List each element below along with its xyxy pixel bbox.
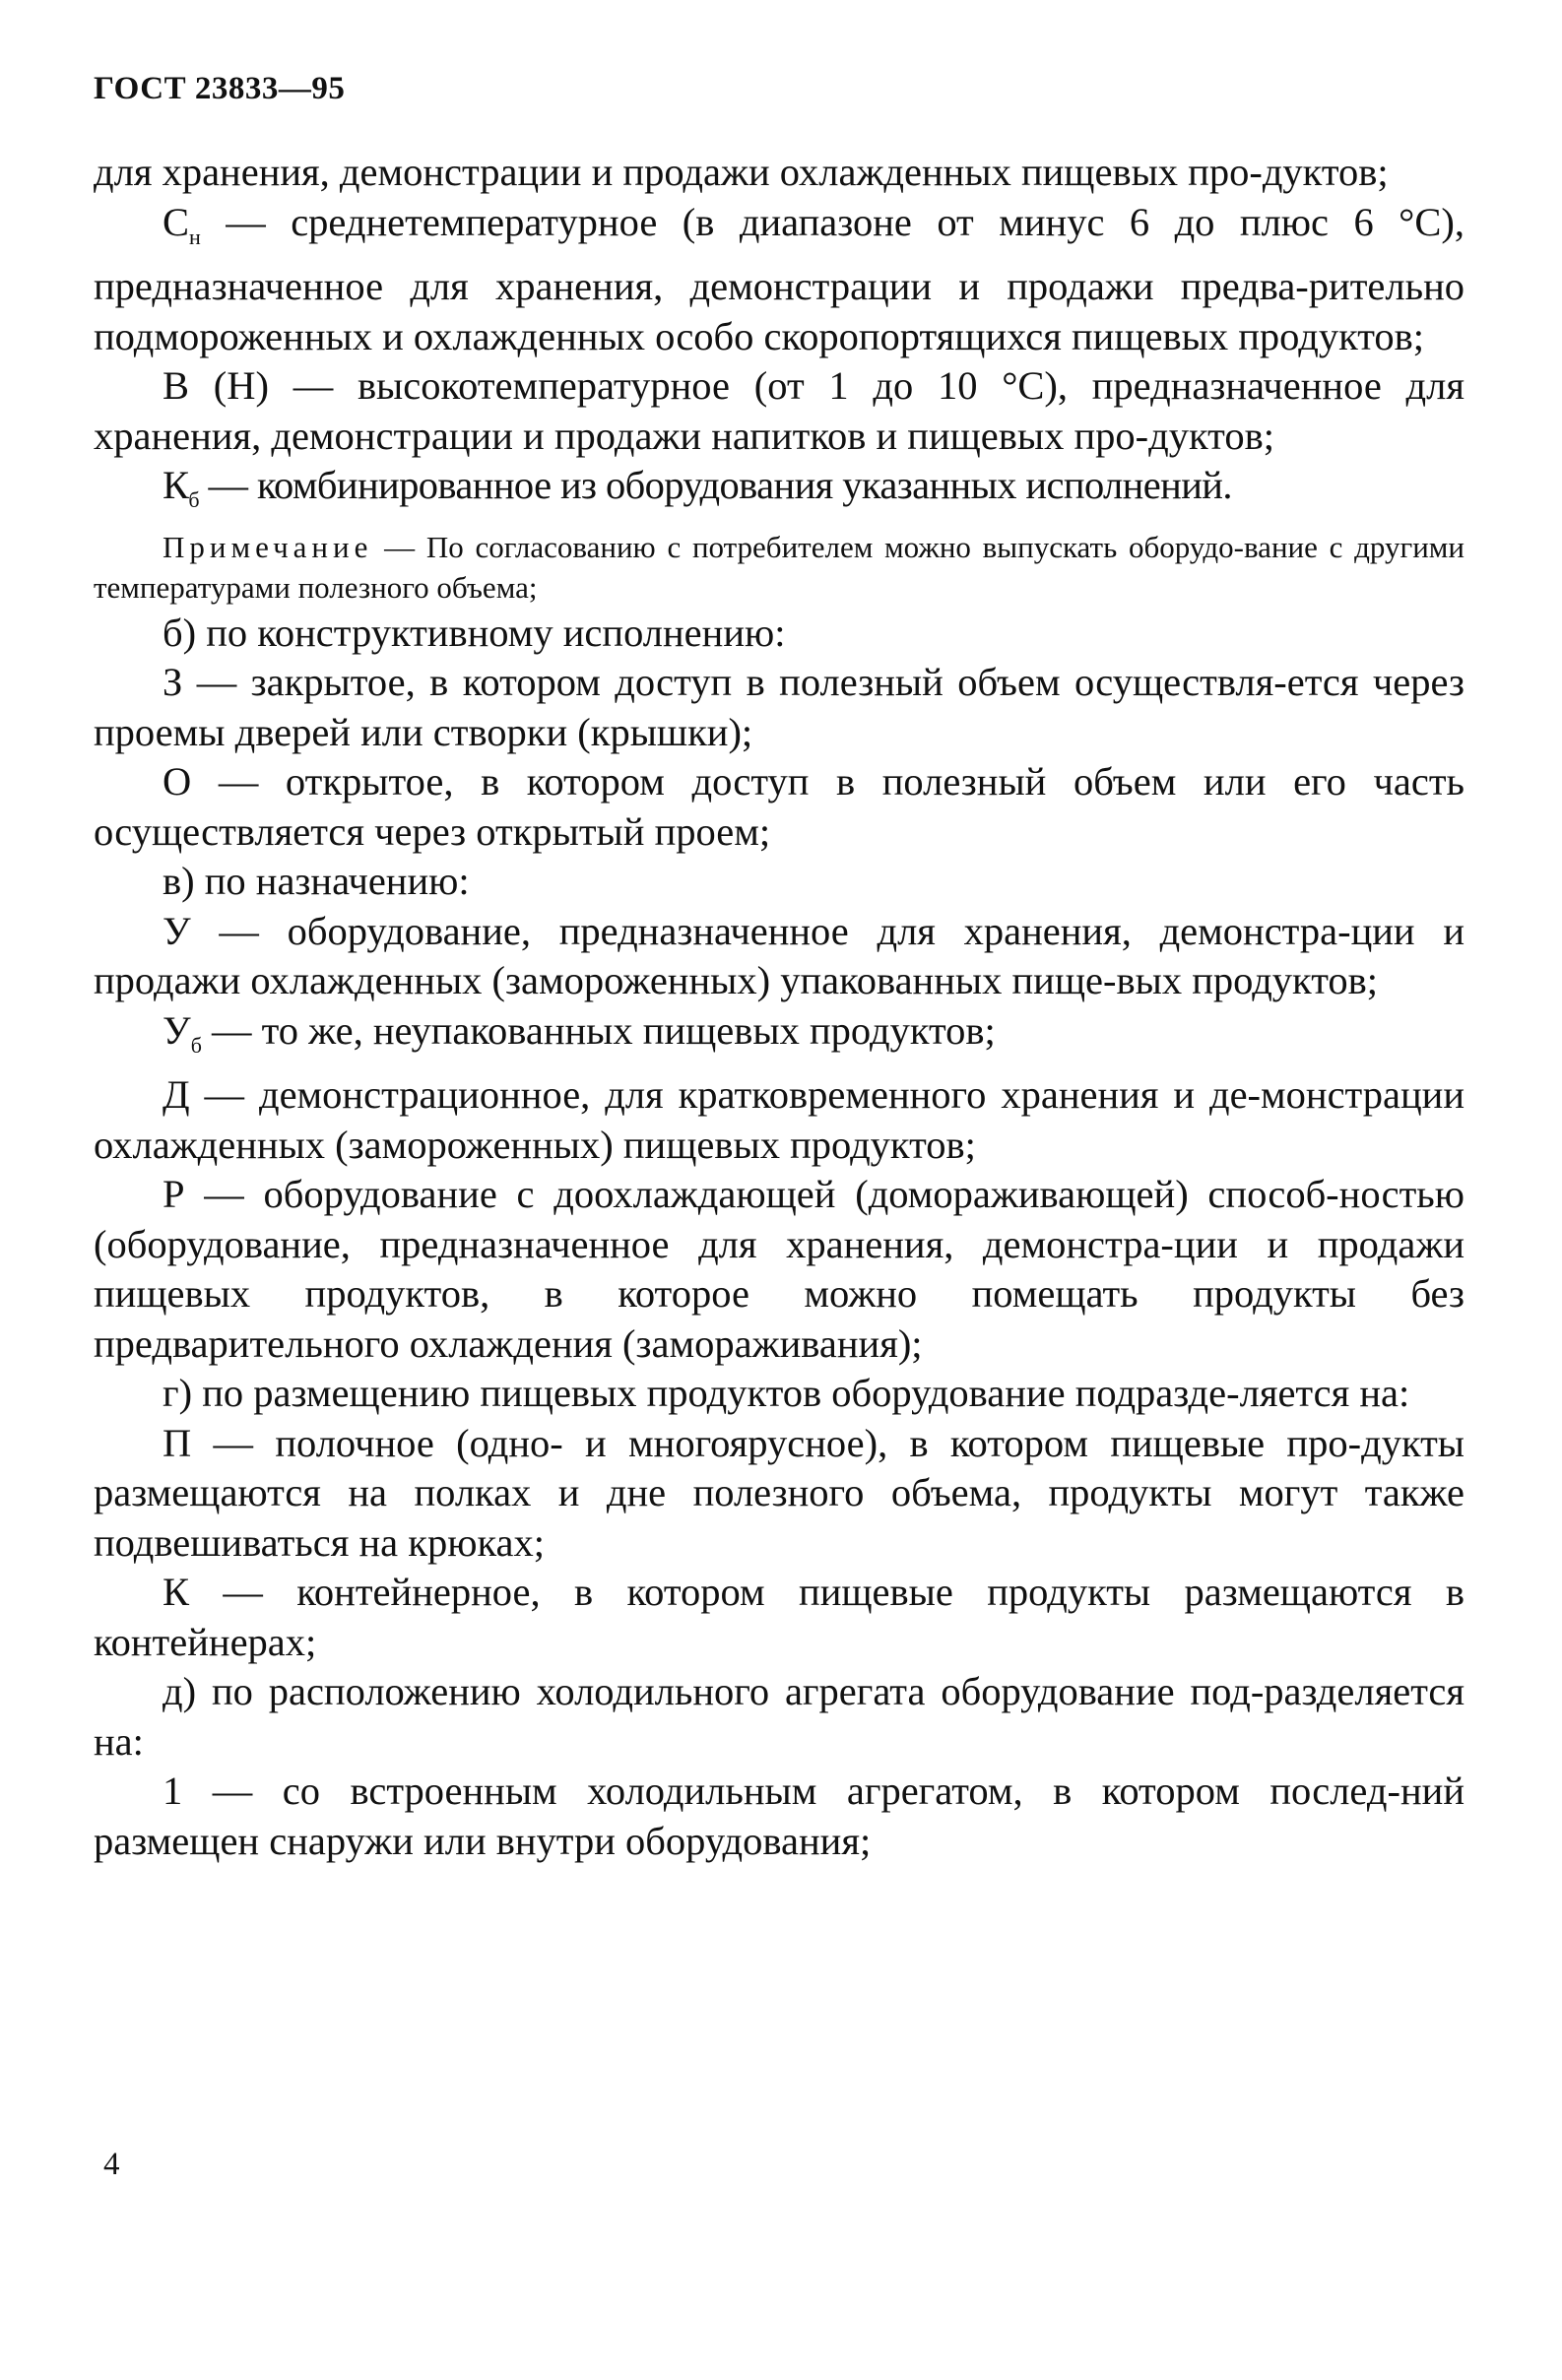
paragraph	[94, 461, 1464, 526]
paragraph: г) по размещению пищевых продуктов оборудование подразде-ляется на:	[163, 1371, 1410, 1416]
class-subscript: б	[190, 1032, 202, 1058]
paragraph: для хранения, демонстрации и продажи охлажденных пищевых про-дуктов;	[94, 150, 1389, 194]
paragraph	[94, 1006, 1464, 1071]
document-body	[94, 148, 1464, 1866]
note-text: — По согласованию с потребителем можно выпускать оборудо-вание с другими температурами полезного объема;	[94, 529, 1464, 605]
paragraph	[94, 198, 1464, 362]
paragraph: У — оборудование, предназначенное для хранения, демонстра-ции и продажи охлажденных (замороженных) упакованных пище-вых продуктов;	[94, 908, 1464, 1003]
paragraph: В (Н) — высокотемпературное (от 1 до 10 °С), предназначенное для хранения, демонстрации и продажи напитков и пищевых про-дуктов;	[94, 363, 1464, 458]
paragraph: в) по назначению:	[163, 859, 470, 904]
paragraph: Р — оборудование с доохлаждающей (домораживающей) способ-ностью (оборудование, предназначенное для хранения, демонстра-ции и продажи пищевых продуктов, в которое можно помещать продукты без предварительного охлаждения (замораживания);	[94, 1172, 1464, 1366]
class-symbol: К	[163, 463, 189, 508]
paragraph: 1 — со встроенным холодильным агрегатом, в котором послед-ний размещен снаружи или внутри оборудования;	[94, 1769, 1464, 1863]
page-number: 4	[103, 2147, 120, 2182]
paragraph: О — открытое, в котором доступ в полезный объем или его часть осуществляется через открытый проем;	[94, 759, 1464, 854]
paragraph-text: — то же, неупакованных пищевых продуктов;	[201, 1007, 996, 1053]
document-header: ГОСТ 23833—95	[94, 71, 346, 106]
class-symbol: У	[163, 1007, 191, 1053]
paragraph: П — полочное (одно- и многоярусное), в котором пищевые про-дукты размещаются на полках и дне полезного объема, продукты могут также подвешиваться на крюках;	[94, 1420, 1464, 1565]
paragraph: К — контейнерное, в котором пищевые продукты размещаются в контейнерах;	[94, 1570, 1464, 1664]
class-symbol: С	[163, 199, 190, 244]
note-label: Примечание	[163, 529, 373, 564]
paragraph: Д — демонстрационное, для кратковременного хранения и де-монстрации охлажденных (замороженных) пищевых продуктов;	[94, 1072, 1464, 1167]
paragraph-text: — комбинированное из оборудования указанных исполнений.	[199, 463, 1232, 508]
paragraph: З — закрытое, в котором доступ в полезный объем осуществля-ется через проемы дверей или створки (крышки);	[94, 660, 1464, 754]
paragraph: д) по расположению холодильного агрегата оборудование под-разделяется на:	[94, 1669, 1464, 1764]
note	[94, 527, 1464, 608]
class-subscript: б	[188, 487, 200, 513]
class-subscript: н	[189, 224, 201, 249]
paragraph: б) по конструктивному исполнению:	[163, 610, 786, 655]
paragraph-text: — среднетемпературное (в диапазоне от минус 6 до плюс 6 °С), предназначенное для хранения, демонстрации и продажи предва-рительно подмороженных и охлажденных особо скоропортящихся пищевых продуктов;	[94, 199, 1464, 358]
